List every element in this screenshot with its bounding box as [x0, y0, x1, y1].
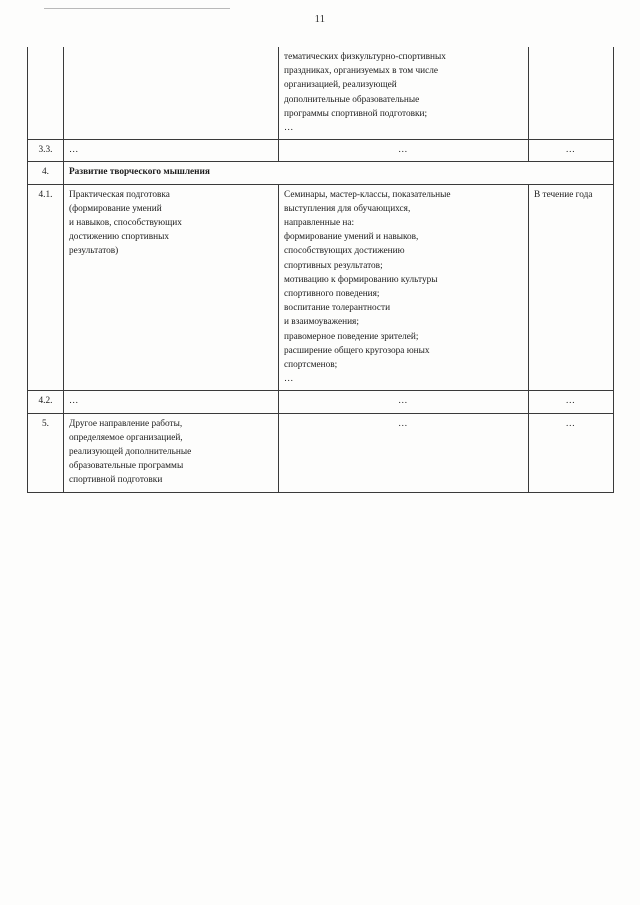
content-line-ellipsis: … — [284, 374, 294, 385]
row-number-cell: 5. — [28, 413, 64, 492]
row-direction-cell — [64, 413, 279, 492]
content-line: программы спортивной подготовки; — [284, 108, 428, 119]
direction-line: спортивной подготовки — [69, 475, 163, 486]
row-direction-cell: … — [64, 140, 279, 162]
row-number-cell: 4.2. — [28, 391, 64, 413]
row-number-cell — [28, 47, 64, 140]
direction-line: достижению спортивных — [69, 232, 169, 243]
table-row — [28, 47, 614, 140]
document-table — [27, 47, 614, 493]
row-content-cell: … — [279, 391, 529, 413]
content-line: направленные на: — [284, 218, 355, 229]
header-rule — [44, 8, 230, 9]
section-title-cell: Развитие творческого мышления — [64, 162, 614, 184]
row-content-cell — [279, 184, 529, 391]
table-row — [28, 413, 614, 492]
content-line: расширение общего кругозора юных — [284, 345, 430, 356]
row-term-cell: В течение года — [529, 184, 614, 391]
row-number-cell: 4. — [28, 162, 64, 184]
content-line: и взаимоуважения; — [284, 317, 359, 328]
row-content-cell — [279, 47, 529, 140]
direction-line: результатов) — [69, 246, 119, 257]
content-line: спортсменов; — [284, 360, 338, 371]
direction-line: Практическая подготовка — [69, 189, 170, 200]
table-section-row — [28, 162, 614, 184]
document-table-wrapper — [27, 47, 613, 493]
content-line: спортивного поведения; — [284, 289, 380, 300]
direction-line: (формирование умений — [69, 203, 162, 214]
row-number-cell: 4.1. — [28, 184, 64, 391]
content-line: правомерное поведение зрителей; — [284, 331, 419, 342]
table-row — [28, 140, 614, 162]
direction-line: образовательные программы — [69, 461, 184, 472]
direction-line: и навыков, способствующих — [69, 218, 182, 229]
row-direction-cell — [64, 47, 279, 140]
row-number-cell: 3.3. — [28, 140, 64, 162]
row-direction-cell: … — [64, 391, 279, 413]
row-content-cell: … — [279, 413, 529, 492]
row-content-cell: … — [279, 140, 529, 162]
row-term-cell: … — [529, 391, 614, 413]
row-term-cell: … — [529, 140, 614, 162]
content-line: тематических физкультурно-спортивных — [284, 52, 446, 62]
content-line: воспитание толерантности — [284, 303, 391, 314]
content-line: дополнительные образовательные — [284, 94, 420, 105]
content-line: организацией, реализующей — [284, 80, 397, 91]
row-term-cell: … — [529, 413, 614, 492]
page-number: 11 — [314, 14, 326, 25]
row-direction-cell — [64, 184, 279, 391]
table-row — [28, 391, 614, 413]
content-line: праздниках, организуемых в том числе — [284, 66, 439, 77]
table-row — [28, 184, 614, 391]
direction-line: определяемое организацией, — [69, 432, 183, 443]
content-line: выступления для обучающихся, — [284, 203, 411, 214]
content-line: мотивацию к формированию культуры — [284, 274, 438, 285]
content-line: Семинары, мастер-классы, показательные — [284, 189, 451, 200]
row-term-cell — [529, 47, 614, 140]
direction-line: реализующей дополнительные — [69, 447, 192, 458]
direction-line: Другое направление работы, — [69, 418, 183, 429]
content-line-ellipsis: … — [284, 123, 294, 134]
content-line: формирование умений и навыков, — [284, 232, 419, 243]
content-line: спортивных результатов; — [284, 260, 383, 271]
content-line: способствующих достижению — [284, 246, 405, 257]
